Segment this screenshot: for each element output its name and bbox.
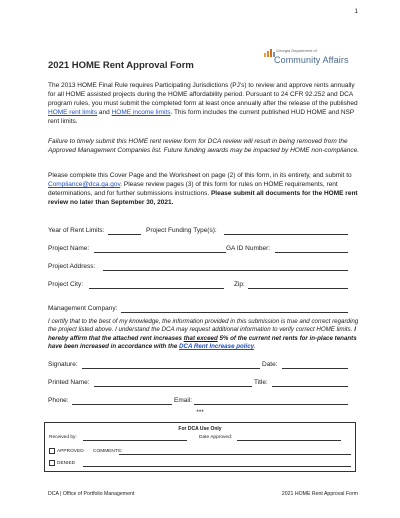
comments-label: COMMENTS: — [93, 449, 123, 454]
received-by-label: Received by: — [49, 435, 77, 440]
phone-field[interactable] — [72, 404, 172, 405]
certification-text: I certify that to the best of my knowledge, the information provided in this submission is true and correct regarding the project listed above. I understand the DCA may request additional information to verify correct HOME limits. — [48, 318, 359, 334]
logo-main-text: Community Affairs — [274, 55, 349, 65]
title-field[interactable] — [272, 386, 348, 387]
dca-use-only-box — [44, 422, 356, 472]
title-label: Title: — [254, 379, 268, 386]
intro-text-1: The 2013 HOME Final Rule requires Participating Jurisdictions (PJ’s) to review and approve rents annually for all HOME assisted projects during the HOME affordability period. Pursuant to 24 CFR 92.252 and DCA program rules, you must submit the completed form at least once annually after the release of the published — [48, 82, 358, 107]
certification-paragraph — [48, 318, 360, 352]
deadline-text: Please submit all documents for the HOME rent review no later than September 30, 2021. — [48, 189, 358, 206]
separator: *** — [196, 409, 204, 416]
phone-label: Phone: — [48, 397, 69, 404]
denied-checkbox[interactable] — [49, 460, 55, 466]
project-address-field[interactable] — [103, 270, 348, 271]
warning-paragraph: Failure to timely submit this HOME rent review form for DCA review will result in being removed from the Approved Management Companies list. Future funding awards may be impacted by HOME non-compliance. — [48, 138, 360, 154]
zip-label: Zip: — [234, 281, 245, 288]
printed-name-label: Printed Name: — [48, 379, 90, 386]
footer-right: 2021 HOME Rent Approval Form — [281, 491, 358, 497]
project-address-label: Project Address: — [48, 263, 96, 270]
management-company-label: Management Company: — [48, 305, 118, 312]
project-name-field[interactable] — [94, 252, 226, 253]
date-label: Date: — [262, 361, 278, 368]
received-by-field[interactable] — [83, 440, 187, 441]
certification-bold-underlined: that exceed — [183, 334, 218, 342]
signature-label: Signature: — [48, 361, 78, 368]
approved-checkbox[interactable] — [49, 448, 55, 454]
logo-top-text: Georgia Department of — [276, 48, 317, 53]
project-city-label: Project City: — [48, 281, 84, 288]
zip-field[interactable] — [248, 288, 348, 289]
denied-label: DENIED — [57, 461, 76, 466]
instructions-paragraph — [48, 172, 360, 208]
year-of-rent-limits-label: Year of Rent Limits: — [48, 227, 105, 234]
date-field[interactable] — [282, 368, 348, 369]
comments-field-line-2[interactable] — [83, 466, 351, 467]
date-approved-label: Date Approved: — [199, 435, 233, 440]
approved-label: APPROVED — [57, 449, 84, 454]
signature-field[interactable] — [82, 368, 260, 369]
date-approved-field[interactable] — [237, 440, 341, 441]
certification-bold-1: I hereby affirm that the attached rent increases — [48, 326, 356, 342]
ga-id-number-field[interactable] — [275, 252, 348, 253]
intro-text-3: . This form includes the current published HUD HOME and NSP rent limits. — [48, 108, 355, 125]
intro-paragraph — [48, 82, 360, 127]
ga-id-number-label: GA ID Number: — [226, 245, 271, 252]
certification-bold-2: 5% of the current net rents for in-place tenants have been increased in accordance with the — [48, 334, 357, 351]
dca-box-title: For DCA Use Only — [178, 426, 222, 432]
project-city-field[interactable] — [89, 288, 224, 289]
management-company-field[interactable] — [121, 312, 348, 313]
dca-logo — [262, 46, 354, 72]
email-label: Email: — [174, 397, 193, 404]
comments-field-line-1[interactable] — [119, 454, 351, 455]
printed-name-field[interactable] — [94, 386, 252, 387]
project-name-label: Project Name: — [48, 245, 90, 252]
certification-end: . — [254, 343, 256, 351]
project-funding-types-field[interactable] — [224, 234, 348, 235]
home-income-limits-link[interactable]: HOME income limits — [111, 108, 171, 116]
email-field[interactable] — [194, 404, 348, 405]
intro-text-2: and — [97, 108, 112, 116]
instructions-text-1: Please complete this Cover Page and the Worksheet on page (2) of this form, in its entirety, and submit to — [48, 172, 352, 179]
form-title: 2021 HOME Rent Approval Form — [48, 60, 194, 71]
project-funding-types-label: Project Funding Type(s): — [146, 227, 217, 234]
year-of-rent-limits-field[interactable] — [108, 234, 141, 235]
dca-rent-increase-policy-link[interactable]: DCA Rent Increase policy — [179, 343, 255, 351]
compliance-email-link[interactable]: Compliance@dca.ga.gov — [48, 180, 121, 188]
home-rent-limits-link[interactable]: HOME rent limits — [48, 108, 98, 116]
footer-left: DCA | Office of Portfolio Management — [48, 491, 135, 497]
page-number: 1 — [354, 8, 358, 15]
instructions-text-2: . Please review pages (3) of this form for rules on HOME requirements, rent determinations, and for further submissions instructions. — [48, 180, 338, 197]
